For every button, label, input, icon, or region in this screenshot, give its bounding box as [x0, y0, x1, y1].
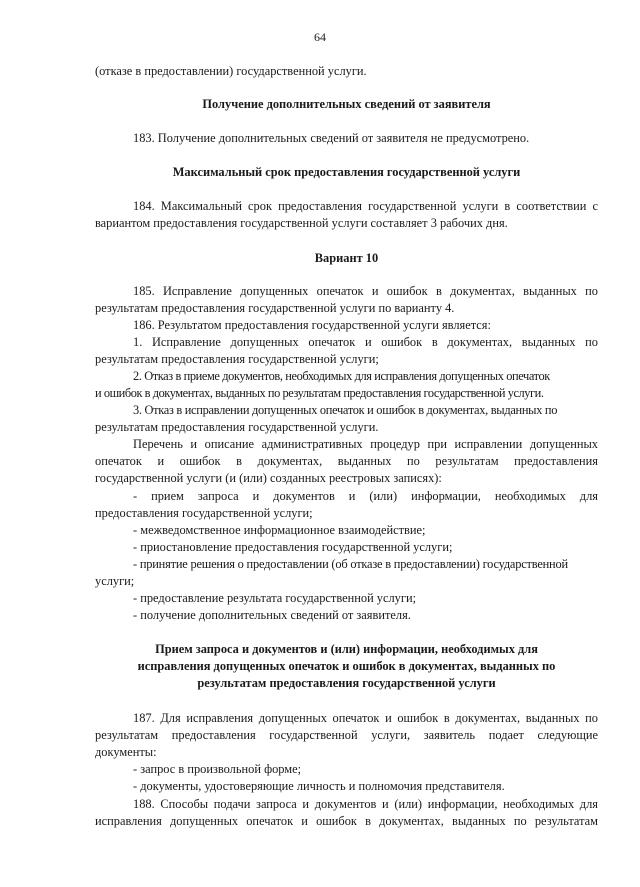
section-heading: результатам предоставления государственной услуги — [197, 676, 496, 690]
section-heading: Прием запроса и документов и (или) информации, необходимых для — [155, 642, 538, 656]
paragraph-line: Перечень и описание административных процедур при исправлении допущенных — [133, 437, 598, 451]
list-item: - запрос в произвольной форме; — [133, 762, 302, 776]
paragraph-line: исправления допущенных опечаток и ошибок в документах, выданных по результатам — [95, 814, 598, 828]
paragraph-line: 188. Способы подачи запроса и документов и (или) информации, необходимых для — [133, 797, 598, 811]
paragraph-line: результатам предоставления государственной услуги; — [95, 352, 379, 366]
paragraph-line: результатам предоставления государственной услуги, заявитель подает следующие — [95, 728, 598, 742]
paragraph-line: 2. Отказ в приеме документов, необходимых для исправления допущенных опечаток — [133, 369, 550, 383]
paragraph-line: документы: — [95, 745, 157, 759]
paragraph-line: результатам предоставления государственной услуги. — [95, 420, 379, 434]
list-item: - получение дополнительных сведений от заявителя. — [133, 608, 411, 622]
section-heading: Вариант 10 — [314, 251, 379, 265]
list-item: - документы, удостоверяющие личность и полномочия представителя. — [133, 779, 505, 793]
text-line: (отказе в предоставлении) государственной услуги. — [95, 64, 367, 78]
list-item: - принятие решения о предоставлении (об отказе в предоставлении) государственной — [133, 557, 568, 571]
list-item: - прием запроса и документов и (или) информации, необходимых для — [133, 489, 598, 503]
paragraph-line: 187. Для исправления допущенных опечаток и ошибок в документах, выданных по — [133, 711, 598, 725]
section-heading: исправления допущенных опечаток и ошибок в документах, выданных по — [137, 659, 556, 673]
paragraph-line: и ошибок в документах, выданных по результатам предоставления государственной услуги. — [95, 386, 544, 400]
list-item: услуги; — [95, 574, 135, 588]
paragraph-line: результатам предоставления государственной услуги по варианту 4. — [95, 301, 455, 315]
list-item: - предоставление результата государственной услуги; — [133, 591, 417, 605]
paragraph-line: 184. Максимальный срок предоставления государственной услуги в соответствии с — [133, 199, 598, 213]
list-item: предоставления государственной услуги; — [95, 506, 313, 520]
paragraph-line: 1. Исправление допущенных опечаток и ошибок в документах, выданных по — [133, 335, 598, 349]
paragraph-line: вариантом предоставления государственной услуги составляет 3 рабочих дня. — [95, 216, 508, 230]
paragraph-line: 3. Отказ в исправлении допущенных опечаток и ошибок в документах, выданных по — [133, 403, 558, 417]
paragraph-line: опечаток и ошибок в документах, выданных по результатам предоставления — [95, 454, 598, 468]
section-heading: Получение дополнительных сведений от заявителя — [202, 97, 491, 111]
paragraph-line: 183. Получение дополнительных сведений от заявителя не предусмотрено. — [133, 131, 530, 145]
list-item: - приостановление предоставления государственной услуги; — [133, 540, 453, 554]
page-number: 64 — [314, 30, 326, 44]
paragraph-line: 185. Исправление допущенных опечаток и ошибок в документах, выданных по — [133, 284, 598, 298]
section-heading: Максимальный срок предоставления государственной услуги — [172, 165, 521, 179]
list-item: - межведомственное информационное взаимодействие; — [133, 523, 426, 537]
paragraph-line: государственной услуги (и (или) созданных реестровых записях): — [95, 471, 442, 485]
paragraph-line: 186. Результатом предоставления государственной услуги является: — [133, 318, 491, 332]
